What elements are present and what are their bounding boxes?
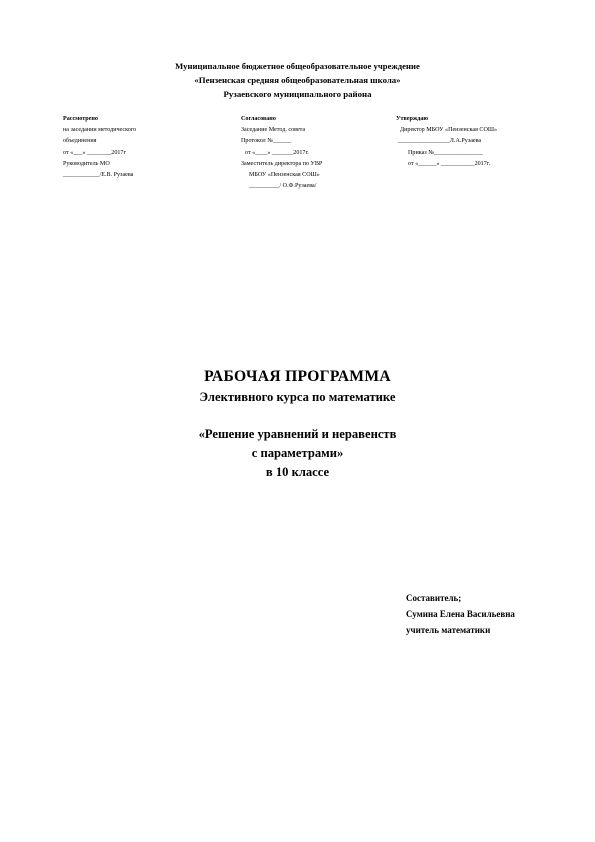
course-subtitle: Элективного курса по математике xyxy=(199,390,396,404)
agreed-line: МБОУ «Пензенская СОШ» xyxy=(249,172,320,179)
approved-line: _________________Л.А.Рузаева xyxy=(398,138,482,145)
reviewed-line: на заседании методического xyxy=(63,127,137,134)
agreed-line: Заместитель директора по УВР xyxy=(241,160,323,167)
agreed-title: Согласовано xyxy=(241,116,276,122)
author-position: учитель математики xyxy=(406,625,491,635)
agreed-line: Заседание Метод. совета xyxy=(241,127,306,134)
author-label: Составитель; xyxy=(406,593,462,603)
topic-line: с параметрами» xyxy=(251,446,344,460)
reviewed-line: ____________/Е.В. Рузаева xyxy=(63,172,134,179)
approved-line: Директор МБОУ «Пензенская СОШ» xyxy=(400,127,498,134)
school-district: Рузаевского муниципального района xyxy=(223,89,372,99)
school-header xyxy=(0,59,595,101)
approved-title: Утверждаю xyxy=(396,116,429,122)
reviewed-block xyxy=(63,114,136,181)
author-block xyxy=(406,590,515,638)
agreed-line: от «____» _______2017г. xyxy=(245,149,309,156)
author-name: Сумина Елена Васильевна xyxy=(406,609,515,619)
reviewed-line: от «___» ________2017г xyxy=(63,149,126,156)
program-title xyxy=(0,366,595,482)
agreed-line: __________/ О.Ф.Рузаева/ xyxy=(249,183,317,190)
grade-line: в 10 классе xyxy=(265,465,330,479)
school-type: Муниципальное бюджетное общеобразовательное учреждение xyxy=(175,61,420,71)
agreed-line: Протокол №______ xyxy=(241,138,292,145)
approved-block xyxy=(390,114,497,170)
program-heading: РАБОЧАЯ ПРОГРАММА xyxy=(204,368,391,385)
reviewed-line: Руководитель МО xyxy=(63,160,110,167)
approved-line: от «______» ___________2017г. xyxy=(408,160,491,167)
agreed-block xyxy=(241,114,322,192)
reviewed-title: Рассмотрено xyxy=(63,116,98,122)
school-name: «Пензенская средняя общеобразовательная школа» xyxy=(194,75,401,85)
topic-line: «Решение уравнений и неравенств xyxy=(198,427,397,441)
approved-line: Приказ №________________ xyxy=(408,149,483,156)
reviewed-line: объединения xyxy=(63,138,97,145)
